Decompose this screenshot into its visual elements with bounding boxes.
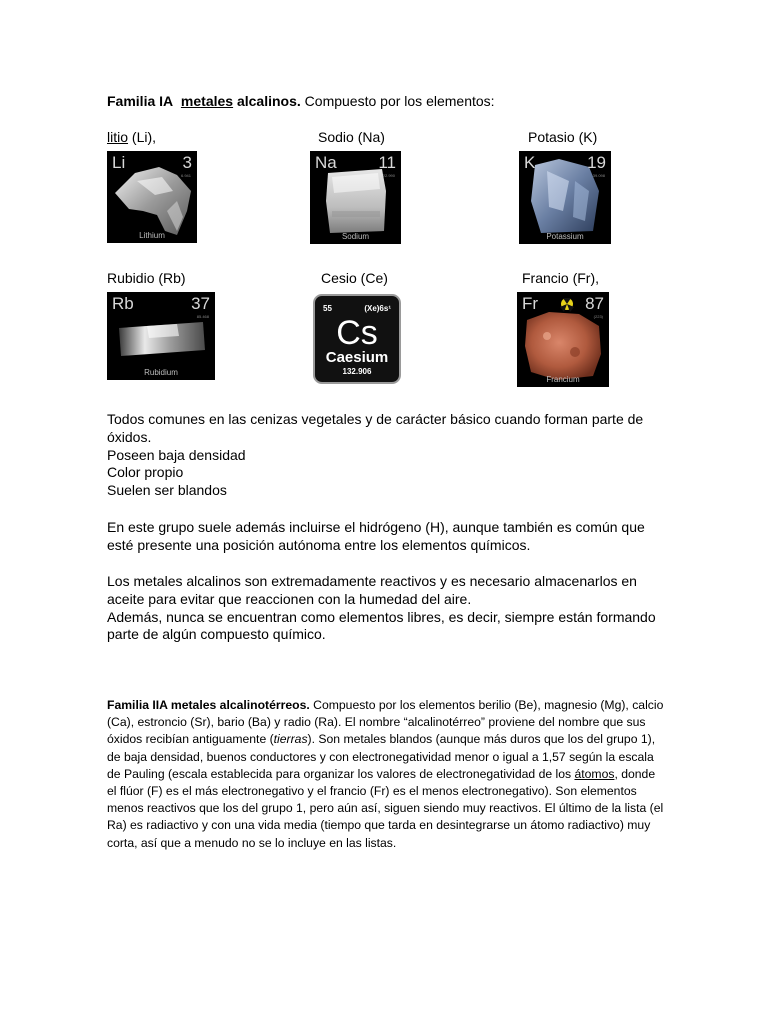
hydrogen-paragraph: En este grupo suele además incluirse el hidrógeno (H), aunque también es común que esté presente una posición autónoma entre los elementos químicos. bbox=[107, 519, 645, 553]
potassium-mass: 39.098 bbox=[592, 173, 605, 178]
properties-list bbox=[107, 411, 667, 500]
label-rubidium: Rubidio (Rb) bbox=[107, 270, 186, 286]
rubidium-mass: 85.468 bbox=[196, 314, 209, 319]
alcalinos-word: alcalinos. bbox=[236, 93, 301, 109]
caesium-image bbox=[313, 294, 401, 384]
intro-rest: Compuesto por los elementos: bbox=[304, 93, 495, 109]
francium-symbol: Fr bbox=[522, 294, 539, 313]
atomos-link[interactable]: átomos bbox=[574, 766, 615, 781]
family-iia-heading: Familia IIA metales alcalinotérreos. bbox=[107, 698, 310, 712]
rubidium-symbol: Rb bbox=[112, 294, 134, 313]
sodium-number: 11 bbox=[378, 153, 396, 172]
potassium-number: 19 bbox=[587, 153, 606, 172]
potassium-symbol: K bbox=[524, 153, 536, 172]
lithium-image bbox=[107, 151, 197, 243]
caesium-config: (Xe)6s¹ bbox=[364, 304, 391, 313]
metales-link[interactable]: metales bbox=[180, 93, 234, 109]
reactivity-line: Los metales alcalinos son extremadamente reactivos y es necesario almacenarlos en aceite para evitar que reaccionen con la humedad del aire. bbox=[107, 573, 637, 607]
francium-mass: (223) bbox=[593, 314, 603, 319]
label-francium: Francio (Fr), bbox=[522, 270, 599, 286]
sodium-image bbox=[310, 151, 401, 244]
sodium-name: Sodium bbox=[341, 232, 370, 241]
reactivity-line: Además, nunca se encuentran como elementos libres, es decir, siempre están formando parte de algún compuesto químico. bbox=[107, 608, 656, 643]
lithium-number: 3 bbox=[182, 153, 192, 172]
caesium-number: 55 bbox=[323, 304, 332, 313]
sodium-mass: 22.990 bbox=[382, 173, 395, 178]
lithium-mass: 6.941 bbox=[180, 173, 191, 178]
francium-image bbox=[517, 292, 609, 387]
sodium-symbol: Na bbox=[315, 153, 337, 172]
property-item: Poseen baja densidad bbox=[107, 446, 246, 463]
property-item: Todos comunes en las cenizas vegetales y de carácter básico cuando forman parte de óxidos. bbox=[107, 411, 644, 445]
tierras-italic: tierras bbox=[273, 732, 308, 747]
family-ia-heading: Familia IA bbox=[107, 93, 174, 109]
rubidium-image bbox=[107, 292, 215, 380]
label-sodium: Sodio (Na) bbox=[318, 129, 385, 145]
caesium-symbol: Cs bbox=[336, 314, 378, 352]
francium-number: 87 bbox=[585, 294, 604, 313]
potassium-image bbox=[519, 151, 611, 244]
family-iia-paragraph: Familia IIA metales alcalinotérreos. Compuesto por los elementos berilio (Be), magnesio (Mg), calcio (Ca), estroncio (Sr), bario (Ba) y radio (Ra). El nombre “alcalinotérreo” proviene del nombre que sus óxidos recibían antiguamente (tierras). Son metales blandos (aunque más duros que los del grupo 1), de baja densidad, buenos conductores y con electronegatividad menor o igual a 1,57 según la escala de Pauling (escala establecida para organizar los valores de electronegatividad de los átomos, donde el flúor (F) es el más electronegativo y el francio (Fr) es el menos electronegativo). Son elementos menos reactivos que los del grupo 1, pero aún así, siguen siendo muy reactivos. El último de la lista (el Ra) es radiactivo y con una vida media (tiempo que tarda en desintegrarse un átomo radiactivo) muy corta, así que a menudo no se lo incluye en las listas. bbox=[107, 698, 664, 850]
family-ia-intro bbox=[107, 92, 667, 110]
reactivity-paragraph bbox=[107, 573, 667, 644]
caesium-mass: 132.906 bbox=[342, 367, 372, 376]
label-potassium: Potasio (K) bbox=[528, 129, 598, 145]
caesium-name: Caesium bbox=[325, 349, 389, 366]
property-item: Suelen ser blandos bbox=[107, 482, 227, 499]
lithium-name: Lithium bbox=[139, 231, 165, 240]
label-cesium: Cesio (Ce) bbox=[321, 270, 388, 286]
property-item: Color propio bbox=[107, 464, 184, 481]
lithium-symbol: Li bbox=[112, 153, 126, 172]
rubidium-name: Rubidium bbox=[144, 368, 178, 377]
francium-name: Francium bbox=[546, 375, 580, 384]
potassium-name: Potassium bbox=[546, 232, 584, 241]
rubidium-number: 37 bbox=[191, 294, 210, 313]
label-lithium: litio (Li), bbox=[107, 129, 157, 145]
litio-link[interactable]: litio bbox=[107, 129, 129, 145]
